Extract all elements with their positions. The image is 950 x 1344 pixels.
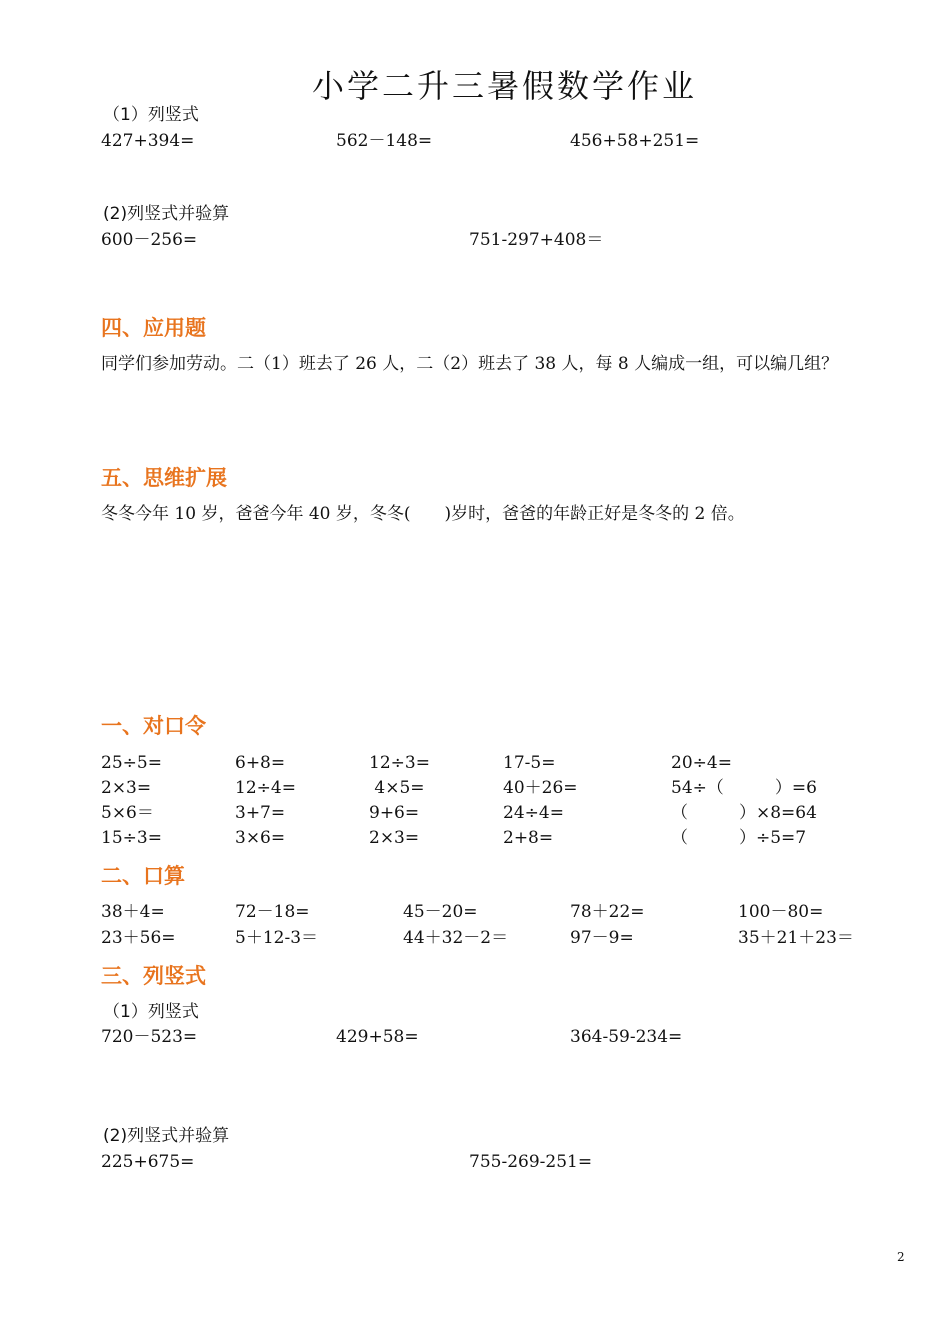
problem: 225+675= [101, 1152, 195, 1172]
problem: （ ）×8=64 [671, 803, 817, 823]
problem: 9+6= [369, 803, 420, 823]
problem: 4×5= [369, 778, 425, 798]
section-heading: 四、应用题 [101, 316, 206, 340]
problem: 15÷3= [101, 828, 162, 848]
problem: 5＋12-3＝ [235, 928, 319, 948]
subsection-label: (2)列竖式并验算 [103, 204, 230, 224]
problem: 751-297+408＝ [469, 230, 604, 250]
problem: 78＋22= [570, 902, 645, 922]
problem: 2+8= [503, 828, 554, 848]
section-heading: 一、对口令 [101, 714, 206, 738]
problem: 427+394= [101, 131, 195, 151]
problem: 35＋21＋23＝ [738, 928, 854, 948]
problem: 5×6＝ [101, 803, 154, 823]
problem: 720－523= [101, 1027, 198, 1047]
problem: 17-5= [503, 753, 556, 773]
problem: 40＋26= [503, 778, 578, 798]
problem: （ ）÷5=7 [671, 828, 807, 848]
subsection-label: （1）列竖式 [103, 1002, 199, 1022]
problem: 12÷4= [235, 778, 296, 798]
problem: 54÷（ ）=6 [671, 778, 817, 798]
section-heading: 五、思维扩展 [101, 466, 227, 490]
problem: 100－80= [738, 902, 824, 922]
page-title: 小学二升三暑假数学作业 [312, 67, 698, 105]
problem: 2×3= [369, 828, 420, 848]
problem: 3+7= [235, 803, 286, 823]
problem: 755-269-251= [469, 1152, 593, 1172]
problem: 600－256= [101, 230, 198, 250]
problem: 6+8= [235, 753, 286, 773]
subsection-label: (2)列竖式并验算 [103, 1126, 230, 1146]
problem: 456+58+251= [570, 131, 700, 151]
problem: 2×3= [101, 778, 152, 798]
problem: 97－9= [570, 928, 634, 948]
problem: 3×6= [235, 828, 286, 848]
problem: 562－148= [336, 131, 433, 151]
problem: 12÷3= [369, 753, 430, 773]
problem: 24÷4= [503, 803, 564, 823]
page-number: 2 [897, 1250, 905, 1264]
word-problem: 同学们参加劳动。二（1）班去了 26 人，二（2）班去了 38 人，每 8 人编成一组，可以编几组？ [101, 354, 839, 374]
problem: 23＋56= [101, 928, 176, 948]
problem: 25÷5= [101, 753, 162, 773]
problem: 45－20= [403, 902, 478, 922]
section-heading: 二、口算 [101, 864, 185, 888]
problem: 364-59-234= [570, 1027, 683, 1047]
word-problem: 冬冬今年 10 岁，爸爸今年 40 岁，冬冬( )岁时，爸爸的年龄正好是冬冬的 2 倍。 [101, 504, 745, 524]
section-heading: 三、列竖式 [101, 964, 206, 988]
problem: 429+58= [336, 1027, 419, 1047]
problem: 38＋4= [101, 902, 165, 922]
problem: 20÷4= [671, 753, 732, 773]
problem: 72－18= [235, 902, 310, 922]
subsection-label: （1）列竖式 [103, 105, 199, 125]
problem: 44＋32－2＝ [403, 928, 509, 948]
